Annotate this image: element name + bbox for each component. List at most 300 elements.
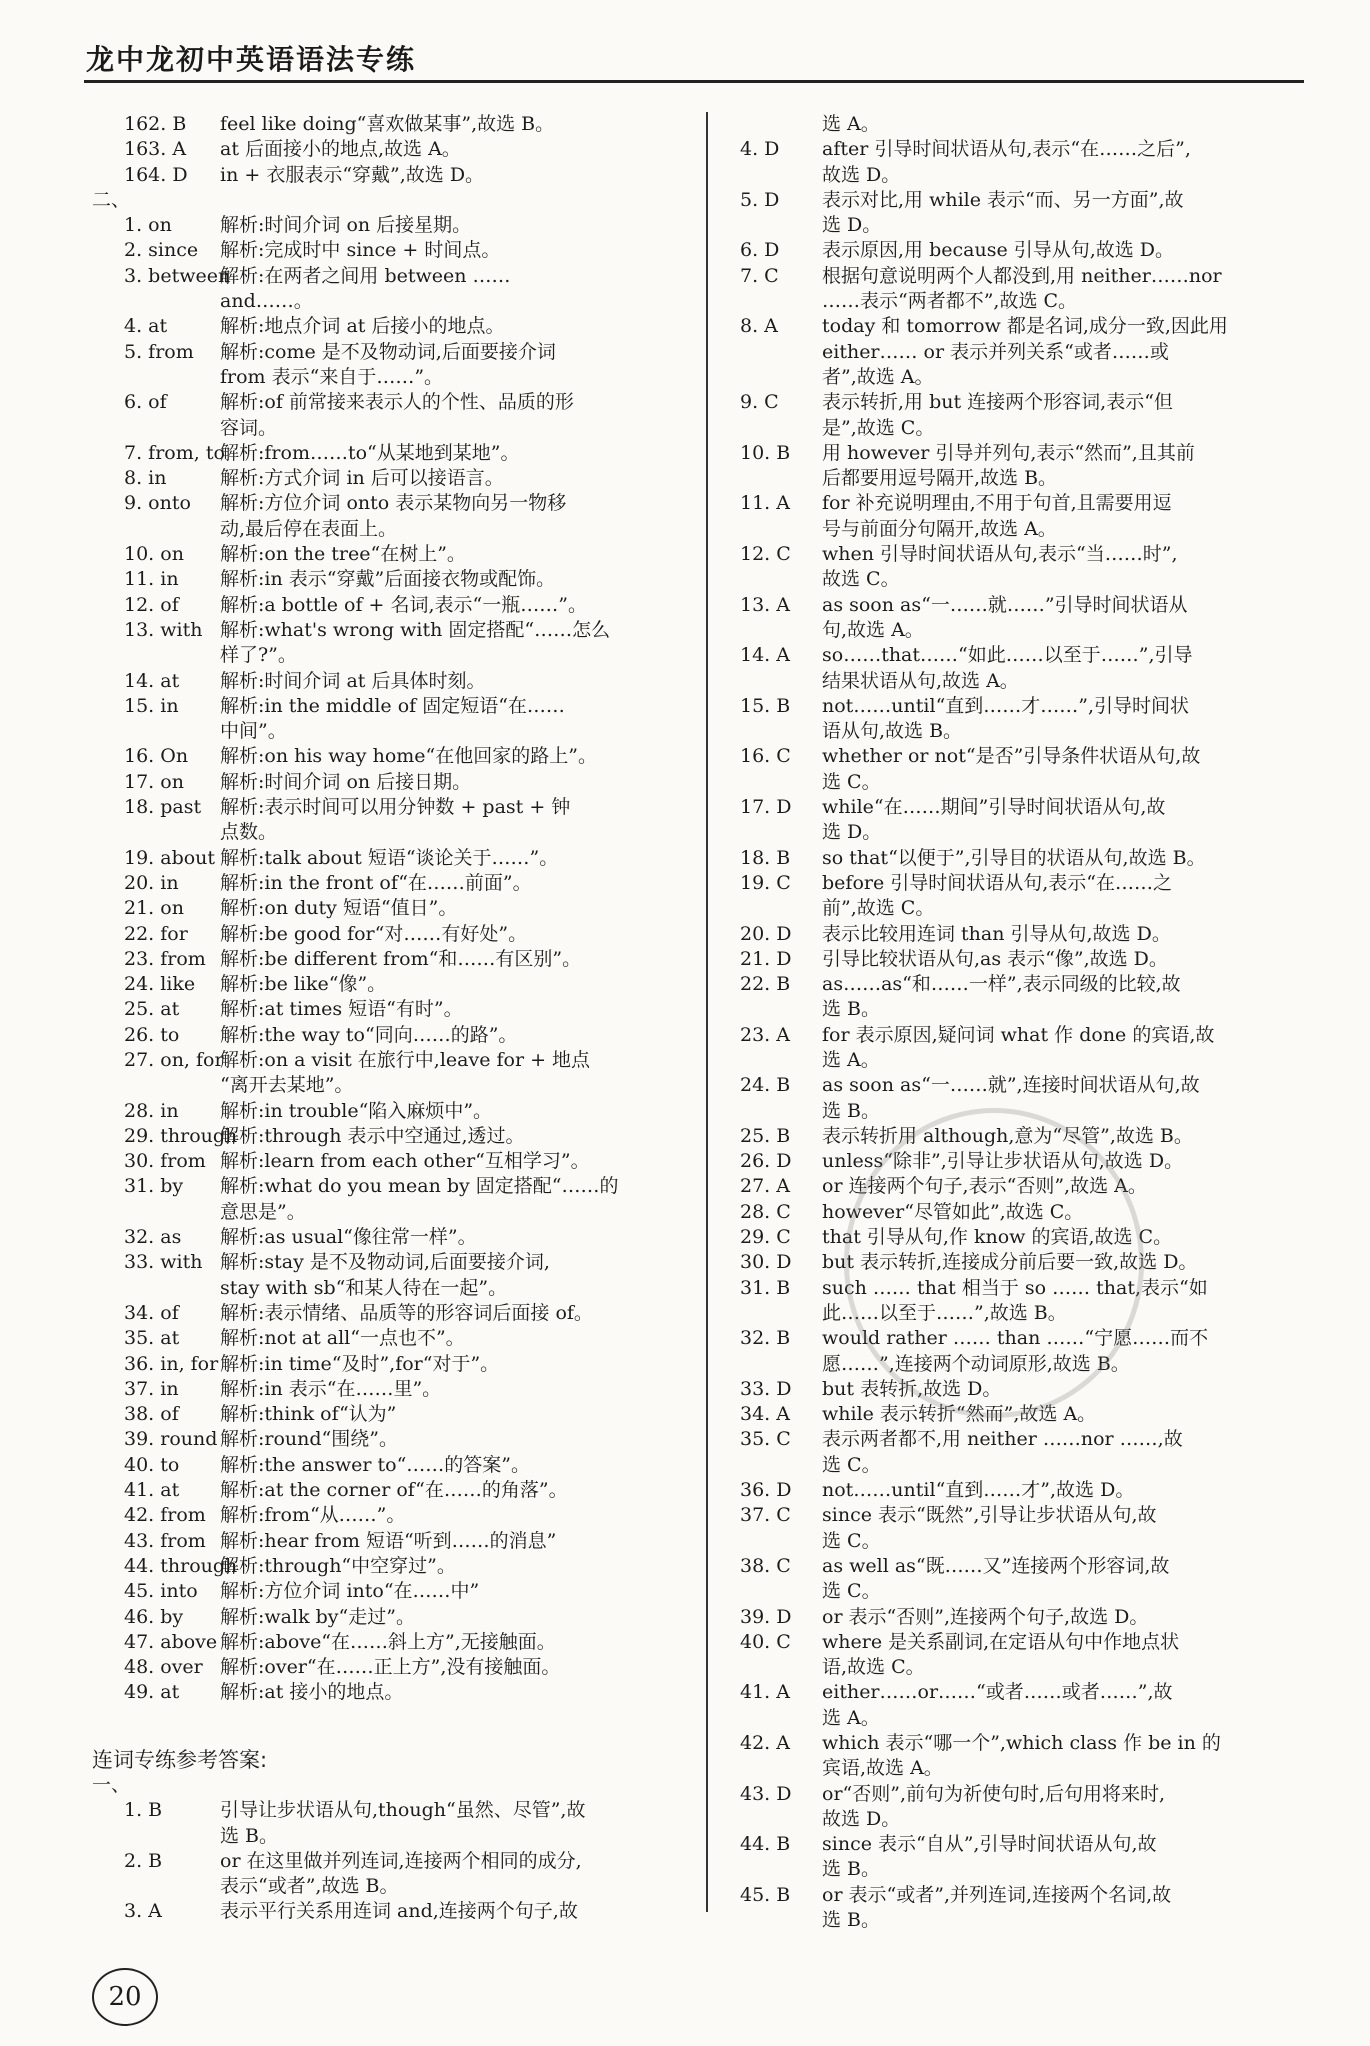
answer-number: 7. C xyxy=(740,264,779,287)
continuation-line: 选 B。 xyxy=(822,1099,881,1122)
answer-number: 34. of xyxy=(124,1301,179,1324)
answer-row xyxy=(740,643,1306,668)
answer-number: 164. D xyxy=(124,163,188,186)
answer-explanation: as soon as“一……就……”引导时间状语从 xyxy=(822,593,1188,616)
answer-number: 20. in xyxy=(124,871,179,894)
answer-number: 25. at xyxy=(124,998,180,1021)
answer-explanation: 解析:from……to“从某地到某地”。 xyxy=(220,441,520,464)
answer-number: 49. at xyxy=(124,1681,180,1704)
answer-explanation: 解析:在两者之间用 between …… xyxy=(220,264,511,287)
answer-row xyxy=(92,1478,692,1503)
answer-row xyxy=(740,947,1306,972)
answer-explanation: 解析:in 表示“在……里”。 xyxy=(220,1377,442,1400)
answer-explanation: for 表示原因,疑问词 what 作 done 的宾语,故 xyxy=(822,1023,1215,1046)
answer-explanation: either……or……“或者……或者……”,故 xyxy=(822,1681,1173,1704)
answer-explanation: as well as“既……又”连接两个形容词,故 xyxy=(822,1554,1170,1577)
answer-explanation: at 后面接小的地点,故选 A。 xyxy=(220,138,461,161)
column-divider xyxy=(706,112,708,1912)
answer-number: 37. in xyxy=(124,1377,179,1400)
answer-explanation: 解析:not at all“一点也不”。 xyxy=(220,1327,465,1350)
answer-explanation: 解析:the way to“同向……的路”。 xyxy=(220,1023,518,1046)
answer-explanation: before 引导时间状语从句,表示“在……之 xyxy=(822,871,1172,894)
answer-explanation: 根据句意说明两个人都没到,用 neither……nor xyxy=(822,264,1222,287)
answer-row xyxy=(92,972,692,997)
answer-explanation: 解析:in time“及时”,for“对于”。 xyxy=(220,1352,500,1375)
answer-row xyxy=(740,694,1306,719)
answer-row xyxy=(92,491,692,516)
answer-number: 12. of xyxy=(124,593,179,616)
answer-row xyxy=(92,137,692,162)
answer-number: 44. B xyxy=(740,1833,791,1856)
answer-row xyxy=(92,466,692,491)
answer-number: 17. D xyxy=(740,796,792,819)
answer-explanation: 解析:come 是不及物动词,后面要接介词 xyxy=(220,340,556,363)
continuation-line: 选 B。 xyxy=(220,1824,279,1847)
answer-explanation: would rather …… than ……“宁愿……而不 xyxy=(822,1327,1209,1350)
answer-explanation: however“尽管如此”,故选 C。 xyxy=(822,1200,1084,1223)
answer-number: 10. on xyxy=(124,543,184,566)
answer-number: 18. past xyxy=(124,796,202,819)
answer-explanation: 解析:be different from“和……有区别”。 xyxy=(220,947,582,970)
answer-row xyxy=(740,238,1306,263)
answer-number: 43. D xyxy=(740,1782,792,1805)
answer-row xyxy=(92,1655,692,1680)
answer-number: 22. B xyxy=(740,973,791,996)
answer-number: 15. in xyxy=(124,694,179,717)
answer-row xyxy=(740,1427,1306,1452)
answer-explanation: so……that……“如此……以至于……”,引导 xyxy=(822,644,1193,667)
answer-number: 21. D xyxy=(740,947,792,970)
answer-number: 24. like xyxy=(124,973,196,996)
continuation-line: 意思是”。 xyxy=(220,1200,306,1223)
answer-explanation: after 引导时间状语从句,表示“在……之后”, xyxy=(822,138,1191,161)
continuation-line: 语从句,故选 B。 xyxy=(822,720,963,743)
answer-explanation: since 表示“既然”,引导让步状语从句,故 xyxy=(822,1504,1157,1527)
answer-row xyxy=(92,390,692,415)
answer-explanation: when 引导时间状语从句,表示“当……时”, xyxy=(822,543,1178,566)
answer-number: 37. C xyxy=(740,1504,791,1527)
answer-explanation: where 是关系副词,在定语从句中作地点状 xyxy=(822,1630,1180,1653)
continuation-line: 点数。 xyxy=(220,821,278,844)
answer-row xyxy=(92,163,692,188)
answer-number: 15. B xyxy=(740,694,791,717)
answer-row xyxy=(740,1883,1306,1908)
answer-row xyxy=(740,188,1306,213)
answer-explanation: 解析:above“在……斜上方”,无接触面。 xyxy=(220,1630,556,1653)
answer-number: 36. D xyxy=(740,1479,792,1502)
answer-explanation: 引导比较状语从句,as 表示“像”,故选 D。 xyxy=(822,947,1168,970)
answer-explanation: 解析:of 前常接来表示人的个性、品质的形 xyxy=(220,391,574,414)
answer-number: 7. from, to xyxy=(124,441,225,464)
answer-explanation: 解析:over“在……正上方”,没有接触面。 xyxy=(220,1656,561,1679)
answer-row xyxy=(92,1899,692,1924)
answer-row xyxy=(740,744,1306,769)
answer-number: 35. at xyxy=(124,1327,180,1350)
answer-row xyxy=(92,340,692,365)
answer-row xyxy=(740,314,1306,339)
answer-number: 30. D xyxy=(740,1251,792,1274)
faint-stamp-seal xyxy=(844,1108,1144,1418)
answer-row xyxy=(92,997,692,1022)
answer-explanation: 解析:方位介词 onto 表示某物向另一物移 xyxy=(220,492,567,515)
answer-number: 27. A xyxy=(740,1175,790,1198)
answer-row xyxy=(92,1427,692,1452)
answer-explanation: 解析:in 表示“穿戴”后面接衣物或配饰。 xyxy=(220,568,556,591)
answer-explanation: 解析:talk about 短语“谈论关于……”。 xyxy=(220,846,559,869)
answer-number: 41. at xyxy=(124,1479,180,1502)
answer-explanation: 解析:what's wrong with 固定搭配“……怎么 xyxy=(220,618,611,641)
answer-row xyxy=(92,1225,692,1250)
answer-explanation: today 和 tomorrow 都是名词,成分一致,因此用 xyxy=(822,315,1228,338)
answer-explanation: 解析:时间介词 at 后具体时刻。 xyxy=(220,669,486,692)
answer-number: 36. in, for xyxy=(124,1352,219,1375)
answer-explanation: while 表示转折“然而”,故选 A。 xyxy=(822,1403,1097,1426)
answer-number: 13. with xyxy=(124,618,203,641)
answer-explanation: 表示原因,用 because 引导从句,故选 D。 xyxy=(822,239,1175,262)
answer-row xyxy=(92,1377,692,1402)
answer-row xyxy=(740,264,1306,289)
answer-row xyxy=(92,1798,692,1823)
answer-number: 42. from xyxy=(124,1504,206,1527)
answer-explanation: 解析:be like“像”。 xyxy=(220,973,387,996)
answer-explanation: 解析:what do you mean by 固定搭配“……的 xyxy=(220,1175,619,1198)
answer-number: 162. B xyxy=(124,113,187,135)
answer-row xyxy=(92,567,692,592)
answer-explanation: 解析:through 表示中空通过,透过。 xyxy=(220,1124,525,1147)
answer-number: 29. through xyxy=(124,1124,238,1147)
answer-number: 6. D xyxy=(740,239,780,262)
continuation-line: 后都要用逗号隔开,故选 B。 xyxy=(822,467,1058,490)
answer-row xyxy=(740,972,1306,997)
answer-explanation: 解析:walk by“走过”。 xyxy=(220,1605,415,1628)
answer-row xyxy=(740,1503,1306,1528)
continuation-line: 选 A。 xyxy=(822,1706,880,1729)
page-number: 20 xyxy=(92,1968,158,2026)
answer-explanation: or“否则”,前句为祈使句时,后句用将来时, xyxy=(822,1782,1166,1805)
answer-row xyxy=(740,1605,1306,1630)
answer-number: 23. from xyxy=(124,947,206,970)
continuation-line: 结果状语从句,故选 A。 xyxy=(822,669,1019,692)
answer-row xyxy=(740,1731,1306,1756)
answer-row xyxy=(92,669,692,694)
answer-number: 3. between xyxy=(124,264,231,287)
answer-row xyxy=(92,744,692,769)
answer-row xyxy=(740,1680,1306,1705)
answer-explanation: 解析:in the middle of 固定短语“在…… xyxy=(220,694,565,717)
answer-row xyxy=(92,694,692,719)
answer-number: 28. in xyxy=(124,1099,179,1122)
answer-explanation: or 在这里做并列连词,连接两个相同的成分, xyxy=(220,1849,582,1872)
answer-explanation: 解析:in trouble“陷入麻烦中”。 xyxy=(220,1099,493,1122)
answer-explanation: 解析:on duty 短语“值日”。 xyxy=(220,897,458,920)
answer-number: 32. as xyxy=(124,1226,182,1249)
answer-row xyxy=(740,1478,1306,1503)
answer-row xyxy=(92,1579,692,1604)
answer-row xyxy=(92,1680,692,1705)
answer-row xyxy=(740,137,1306,162)
answer-row xyxy=(92,1605,692,1630)
answer-row xyxy=(740,441,1306,466)
continuation-line: 选 B。 xyxy=(822,1858,881,1881)
answer-row xyxy=(92,1554,692,1579)
answer-row xyxy=(92,1849,692,1874)
answer-row xyxy=(92,618,692,643)
answer-number: 1. on xyxy=(124,214,172,237)
answer-number: 39. round xyxy=(124,1428,218,1451)
answer-number: 25. B xyxy=(740,1124,791,1147)
answer-explanation: 解析:时间介词 on 后接日期。 xyxy=(220,770,472,793)
answer-number: 20. D xyxy=(740,922,792,945)
answer-row xyxy=(92,112,692,137)
continuation-line: 选 A。 xyxy=(822,1048,880,1071)
answer-number: 22. for xyxy=(124,922,188,945)
answer-number: 32. B xyxy=(740,1327,791,1350)
answer-number: 10. B xyxy=(740,441,791,464)
answer-number: 27. on, for xyxy=(124,1048,224,1071)
answer-explanation: not……until“直到……才……”,引导时间状 xyxy=(822,694,1190,717)
section-gap xyxy=(92,1706,692,1742)
answer-explanation: 表示转折用 although,意为“尽管”,故选 B。 xyxy=(822,1124,1193,1147)
answer-row xyxy=(92,1503,692,1528)
answer-explanation: 解析:时间介词 on 后接星期。 xyxy=(220,214,472,237)
answer-number: 8. in xyxy=(124,467,167,490)
answer-explanation: but 表转折,故选 D。 xyxy=(822,1377,1002,1400)
continuation-line: 选 D。 xyxy=(822,214,882,237)
answer-number: 4. at xyxy=(124,315,168,338)
answer-explanation: 解析:as usual“像往常一样”。 xyxy=(220,1226,477,1249)
answer-number: 14. A xyxy=(740,644,790,667)
answer-number: 45. into xyxy=(124,1580,198,1603)
answer-explanation: 表示平行关系用连词 and,连接两个句子,故 xyxy=(220,1900,578,1923)
answer-number: 43. from xyxy=(124,1529,206,1552)
section-marker: 二、 xyxy=(92,188,131,211)
answer-number: 31. B xyxy=(740,1276,791,1299)
continuation-line: “离开去某地”。 xyxy=(220,1074,354,1097)
answer-number: 26. to xyxy=(124,1023,180,1046)
answer-row xyxy=(92,1326,692,1351)
answer-number: 31. by xyxy=(124,1175,184,1198)
answer-number: 38. C xyxy=(740,1554,791,1577)
answer-row xyxy=(92,1301,692,1326)
answer-number: 9. onto xyxy=(124,492,191,515)
answer-explanation: 解析:from“从……”。 xyxy=(220,1504,406,1527)
answer-number: 24. B xyxy=(740,1074,791,1097)
answer-row xyxy=(92,1402,692,1427)
answer-explanation: 表示比较用连词 than 引导从句,故选 D。 xyxy=(822,922,1171,945)
answer-row xyxy=(740,1630,1306,1655)
continuation-line: 容词。 xyxy=(220,416,278,439)
answer-row xyxy=(740,795,1306,820)
answer-row xyxy=(92,542,692,567)
answer-explanation: as……as“和……一样”,表示同级的比较,故 xyxy=(822,973,1181,996)
continuation-line: stay with sb“和某人待在一起”。 xyxy=(220,1276,508,1299)
answer-explanation: 解析:表示情绪、品质等的形容词后面接 of。 xyxy=(220,1301,593,1324)
answer-row xyxy=(92,593,692,618)
answer-number: 163. A xyxy=(124,138,187,161)
answer-explanation: whether or not“是否”引导条件状语从句,故 xyxy=(822,745,1201,768)
answer-number: 14. at xyxy=(124,669,180,692)
answer-row xyxy=(92,1250,692,1275)
continuation-line: and……。 xyxy=(220,290,313,313)
answer-explanation: 解析:the answer to“……的答案”。 xyxy=(220,1453,531,1476)
answer-row xyxy=(740,491,1306,516)
answer-number: 45. B xyxy=(740,1883,791,1906)
answer-number: 2. since xyxy=(124,239,199,262)
continuation-line: 是”,故选 C。 xyxy=(822,416,935,439)
answer-explanation: or 表示“或者”,并列连词,连接两个名词,故 xyxy=(822,1883,1172,1906)
answer-number: 21. on xyxy=(124,897,184,920)
answer-number: 12. C xyxy=(740,543,791,566)
answer-number: 35. C xyxy=(740,1428,791,1451)
answer-number: 19. C xyxy=(740,871,791,894)
answer-row xyxy=(92,1149,692,1174)
answer-row xyxy=(92,922,692,947)
answer-row xyxy=(740,846,1306,871)
answer-number: 33. with xyxy=(124,1251,203,1274)
answer-number: 19. about xyxy=(124,846,216,869)
answer-explanation: 解析:地点介词 at 后接小的地点。 xyxy=(220,315,505,338)
answer-explanation: 解析:完成时中 since + 时间点。 xyxy=(220,239,501,262)
continuation-line: 选 C。 xyxy=(822,1580,881,1603)
continuation-line: 前”,故选 C。 xyxy=(822,897,935,920)
answer-number: 28. C xyxy=(740,1200,791,1223)
answer-number: 9. C xyxy=(740,391,779,414)
continuation-line: 者”,故选 A。 xyxy=(822,365,934,388)
answer-number: 18. B xyxy=(740,846,791,869)
answer-explanation: 解析:方式介词 in 后可以接语言。 xyxy=(220,467,504,490)
answer-explanation: or 表示“否则”,连接两个句子,故选 D。 xyxy=(822,1605,1149,1628)
answer-explanation: that 引导从句,作 know 的宾语,故选 C。 xyxy=(822,1226,1173,1249)
section-heading: 连词专练参考答案: xyxy=(92,1747,268,1772)
continuation-line: 宾语,故选 A。 xyxy=(822,1757,943,1780)
continuation-line: ……表示“两者都不”,故选 C。 xyxy=(822,290,1078,313)
answer-row xyxy=(92,1529,692,1554)
answer-explanation: unless“除非”,引导让步状语从句,故选 D。 xyxy=(822,1150,1184,1173)
continuation-line: 愿……”,连接两个动词原形,故选 B。 xyxy=(822,1352,1130,1375)
answer-row xyxy=(92,947,692,972)
answer-number: 5. from xyxy=(124,340,194,363)
answer-explanation: 解析:a bottle of + 名词,表示“一瓶……”。 xyxy=(220,593,587,616)
continuation-line: 故选 D。 xyxy=(822,1807,901,1830)
answer-row xyxy=(92,1099,692,1124)
header-rule xyxy=(84,80,1304,83)
answer-explanation: as soon as“一……就”,连接时间状语从句,故 xyxy=(822,1074,1200,1097)
answer-row xyxy=(92,795,692,820)
answer-number: 11. A xyxy=(740,492,790,515)
answer-row xyxy=(740,1073,1306,1098)
answer-explanation: 用 however 引导并列句,表示“然而”,且其前 xyxy=(822,441,1195,464)
continuation-line: 动,最后停在表面上。 xyxy=(220,517,398,540)
continuation-line: 选 B。 xyxy=(822,1909,881,1932)
answer-explanation: 解析:at the corner of“在……的角落”。 xyxy=(220,1479,568,1502)
answer-number: 2. B xyxy=(124,1849,163,1872)
section-marker: 一、 xyxy=(92,1774,131,1796)
answer-row xyxy=(92,1048,692,1073)
continuation-line: 语,故选 C。 xyxy=(822,1656,925,1679)
answer-number: 5. D xyxy=(740,188,780,211)
answer-explanation: for 补充说明理由,不用于句首,且需要用逗 xyxy=(822,492,1172,515)
page-header xyxy=(0,0,1370,86)
answer-explanation: 解析:at times 短语“有时”。 xyxy=(220,998,463,1021)
answer-row xyxy=(740,871,1306,896)
continuation-line: 选 C。 xyxy=(822,1529,881,1552)
continuation-line: either…… or 表示并列关系“或者……或 xyxy=(822,340,1169,363)
answer-row xyxy=(92,264,692,289)
answer-row xyxy=(740,390,1306,415)
answer-explanation: 解析:be good for“对……有好处”。 xyxy=(220,922,528,945)
answer-explanation: 解析:in the front of“在……前面”。 xyxy=(220,871,532,894)
answer-number: 33. D xyxy=(740,1377,792,1400)
answer-number: 3. A xyxy=(124,1900,162,1923)
answer-number: 17. on xyxy=(124,770,184,793)
answer-explanation: while“在……期间”引导时间状语从句,故 xyxy=(822,796,1166,819)
answer-explanation: 解析:on the tree“在树上”。 xyxy=(220,543,466,566)
answer-explanation: 解析:方位介词 into“在……中” xyxy=(220,1580,480,1603)
continuation-line: 故选 C。 xyxy=(822,568,900,591)
answer-row xyxy=(92,1352,692,1377)
answer-row xyxy=(740,1782,1306,1807)
answer-row xyxy=(92,1453,692,1478)
continuation-line: 选 C。 xyxy=(822,1453,881,1476)
answer-number: 1. B xyxy=(124,1799,163,1822)
answer-row xyxy=(740,1832,1306,1857)
continuation-line: 号与前面分句隔开,故选 A。 xyxy=(822,517,1057,540)
continuation-line: 故选 D。 xyxy=(822,163,901,186)
answer-explanation: 解析:round“围绕”。 xyxy=(220,1428,398,1451)
answer-explanation: 表示两者都不,用 neither ……nor ……,故 xyxy=(822,1428,1183,1451)
answer-explanation: 解析:stay 是不及物动词,后面要接介词, xyxy=(220,1251,550,1274)
continuation-line: 句,故选 A。 xyxy=(822,618,924,641)
answer-explanation: 解析:at 接小的地点。 xyxy=(220,1681,404,1704)
answer-explanation: or 连接两个句子,表示“否则”,故选 A。 xyxy=(822,1175,1147,1198)
answer-explanation: but 表示转折,连接成分前后要一致,故选 D。 xyxy=(822,1251,1198,1274)
answer-row xyxy=(92,871,692,896)
answer-number: 30. from xyxy=(124,1150,206,1173)
answer-explanation: which 表示“哪一个”,which class 作 be in 的 xyxy=(822,1732,1221,1754)
answer-number: 39. D xyxy=(740,1605,792,1628)
answer-explanation: 解析:on his way home“在他回家的路上”。 xyxy=(220,745,597,768)
answer-number: 42. A xyxy=(740,1732,790,1754)
answer-number: 46. by xyxy=(124,1605,184,1628)
continuation-line: 选 C。 xyxy=(822,770,881,793)
answer-number: 4. D xyxy=(740,138,780,161)
answer-row xyxy=(92,1023,692,1048)
answer-explanation: 解析:learn from each other“互相学习”。 xyxy=(220,1150,590,1173)
answer-number: 16. C xyxy=(740,745,791,768)
answer-number: 48. over xyxy=(124,1656,203,1679)
answer-row xyxy=(92,238,692,263)
answer-explanation: 解析:hear from 短语“听到……的消息” xyxy=(220,1529,557,1552)
left-column xyxy=(92,112,692,1925)
answer-number: 29. C xyxy=(740,1226,791,1249)
answer-explanation: 引导让步状语从句,though“虽然、尽管”,故 xyxy=(220,1799,586,1822)
answer-number: 23. A xyxy=(740,1023,790,1046)
answer-row xyxy=(92,1174,692,1199)
continuation-line: 中间”。 xyxy=(220,720,287,743)
continuation-line: 选 A。 xyxy=(822,113,880,135)
continuation-line: 选 B。 xyxy=(822,998,881,1021)
answer-explanation: such …… that 相当于 so …… that,表示“如 xyxy=(822,1276,1208,1299)
continuation-line: 样了?”。 xyxy=(220,644,297,667)
answer-explanation: feel like doing“喜欢做某事”,故选 B。 xyxy=(220,113,555,135)
answer-row xyxy=(92,896,692,921)
answer-explanation: 表示对比,用 while 表示“而、另一方面”,故 xyxy=(822,188,1184,211)
answer-row xyxy=(740,1554,1306,1579)
answer-number: 16. On xyxy=(124,745,189,768)
answer-number: 44. through xyxy=(124,1554,238,1577)
answer-explanation: 解析:through“中空穿过”。 xyxy=(220,1554,456,1577)
answer-row xyxy=(92,441,692,466)
